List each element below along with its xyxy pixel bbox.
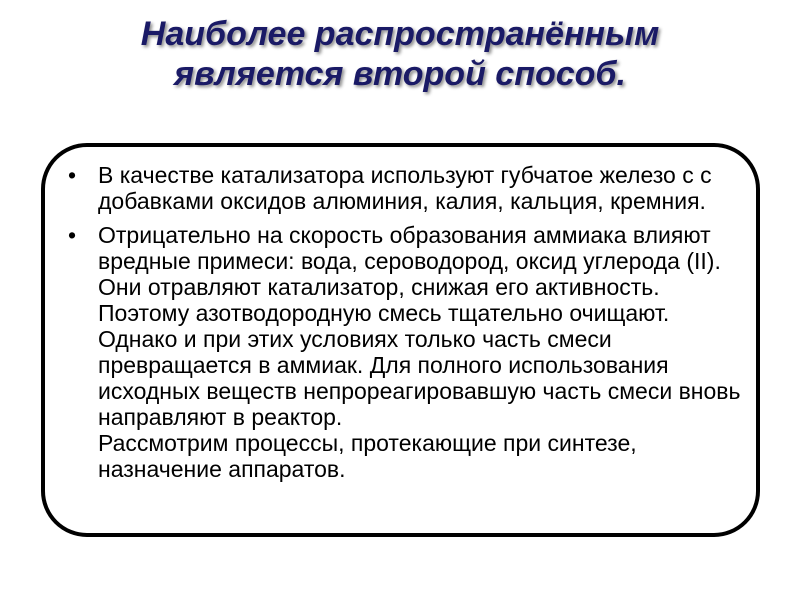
slide-title bbox=[0, 14, 800, 94]
bullet-text: Отрицательно на скорость образования аммиака влияют вредные примеси: вода, сероводород, оксид углерода (II). Они отравляют катализатор, снижая его активность. Поэтому азотводородную смесь тщательно очищают. Однако и при этих условиях только часть смеси превращается в аммиак. Для полного использования исходных веществ непрореагировавшую часть смеси вновь направляют в реактор. bbox=[98, 222, 741, 430]
bullet-item-catalyst bbox=[66, 162, 742, 214]
bullet-text: В качестве катализатора используют губчатое железо с с добавками оксидов алюминия, калия, кальция, кремния. bbox=[98, 162, 712, 214]
bullet-item-impurities bbox=[66, 222, 742, 482]
bullet-icon: • bbox=[68, 162, 77, 188]
bullet-icon: • bbox=[68, 222, 77, 248]
slide-title-line-1: Наиболее распространённым bbox=[140, 15, 660, 53]
slide-title-line-2: является второй способ. bbox=[174, 55, 626, 93]
bullet-list bbox=[66, 162, 742, 490]
bullet-text-continuation: Рассмотрим процессы, протекающие при синтезе, назначение аппаратов. bbox=[98, 430, 637, 482]
